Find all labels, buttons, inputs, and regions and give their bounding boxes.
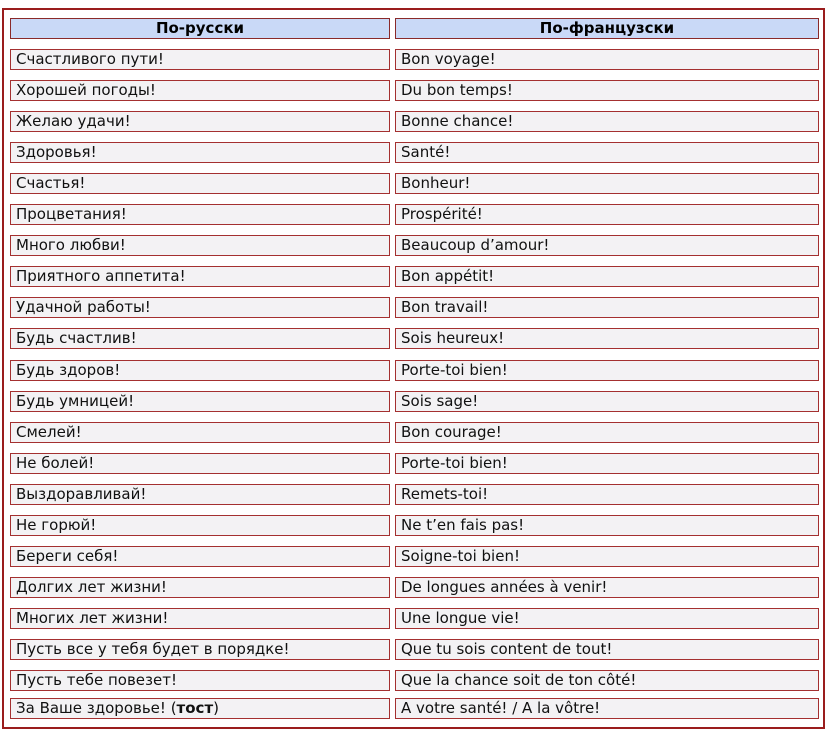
cell-russian: Береги себя! — [10, 546, 390, 567]
cell-russian: Пусть тебе повезет! — [10, 670, 390, 691]
cell-french: Une longue vie! — [395, 608, 819, 629]
header-french: По-французски — [395, 18, 819, 39]
cell-french: Sois sage! — [395, 391, 819, 412]
cell-french: Santé! — [395, 142, 819, 163]
cell-french: Que la chance soit de ton côté! — [395, 670, 819, 691]
cell-russian: Пусть все у тебя будет в порядке! — [10, 639, 390, 660]
cell-russian: Многих лет жизни! — [10, 608, 390, 629]
cell-french: Du bon temps! — [395, 80, 819, 101]
cell-french: Bon travail! — [395, 297, 819, 318]
cell-french: Porte-toi bien! — [395, 453, 819, 474]
cell-french: Bonne chance! — [395, 111, 819, 132]
cell-french: Bon voyage! — [395, 49, 819, 70]
cell-russian: Будь счастлив! — [10, 328, 390, 349]
cell-russian: Счастливого пути! — [10, 49, 390, 70]
cell-russian: Приятного аппетита! — [10, 266, 390, 287]
cell-french: Soigne-toi bien! — [395, 546, 819, 567]
cell-french: De longues années à venir! — [395, 577, 819, 598]
cell-french: Remets-toi! — [395, 484, 819, 505]
cell-russian: Будь умницей! — [10, 391, 390, 412]
cell-russian: Не болей! — [10, 453, 390, 474]
cell-russian-toast — [10, 698, 390, 719]
cell-russian: Здоровья! — [10, 142, 390, 163]
cell-french: Prospérité! — [395, 204, 819, 225]
toast-bold: тост — [176, 699, 214, 717]
cell-russian: Желаю удачи! — [10, 111, 390, 132]
cell-french: Sois heureux! — [395, 328, 819, 349]
cell-russian: Будь здоров! — [10, 360, 390, 381]
header-russian: По-русски — [10, 18, 390, 39]
cell-russian: Не горюй! — [10, 515, 390, 536]
cell-french: Que tu sois content de tout! — [395, 639, 819, 660]
cell-french: Bonheur! — [395, 173, 819, 194]
cell-russian: Много любви! — [10, 235, 390, 256]
cell-french: Bon courage! — [395, 422, 819, 443]
cell-russian: Выздоравливай! — [10, 484, 390, 505]
cell-russian: Хорошей погоды! — [10, 80, 390, 101]
cell-russian: Счастья! — [10, 173, 390, 194]
cell-russian: Смелей! — [10, 422, 390, 443]
toast-prefix: За Ваше здоровье! ( — [16, 699, 177, 717]
cell-french: Bon appétit! — [395, 266, 819, 287]
cell-russian: Процветания! — [10, 204, 390, 225]
cell-french: Ne t’en fais pas! — [395, 515, 819, 536]
cell-russian: Долгих лет жизни! — [10, 577, 390, 598]
cell-french: Beaucoup d’amour! — [395, 235, 819, 256]
cell-french-toast: A votre santé! / A la vôtre! — [395, 698, 819, 719]
cell-french: Porte-toi bien! — [395, 360, 819, 381]
toast-suffix: ) — [213, 699, 219, 717]
cell-russian: Удачной работы! — [10, 297, 390, 318]
